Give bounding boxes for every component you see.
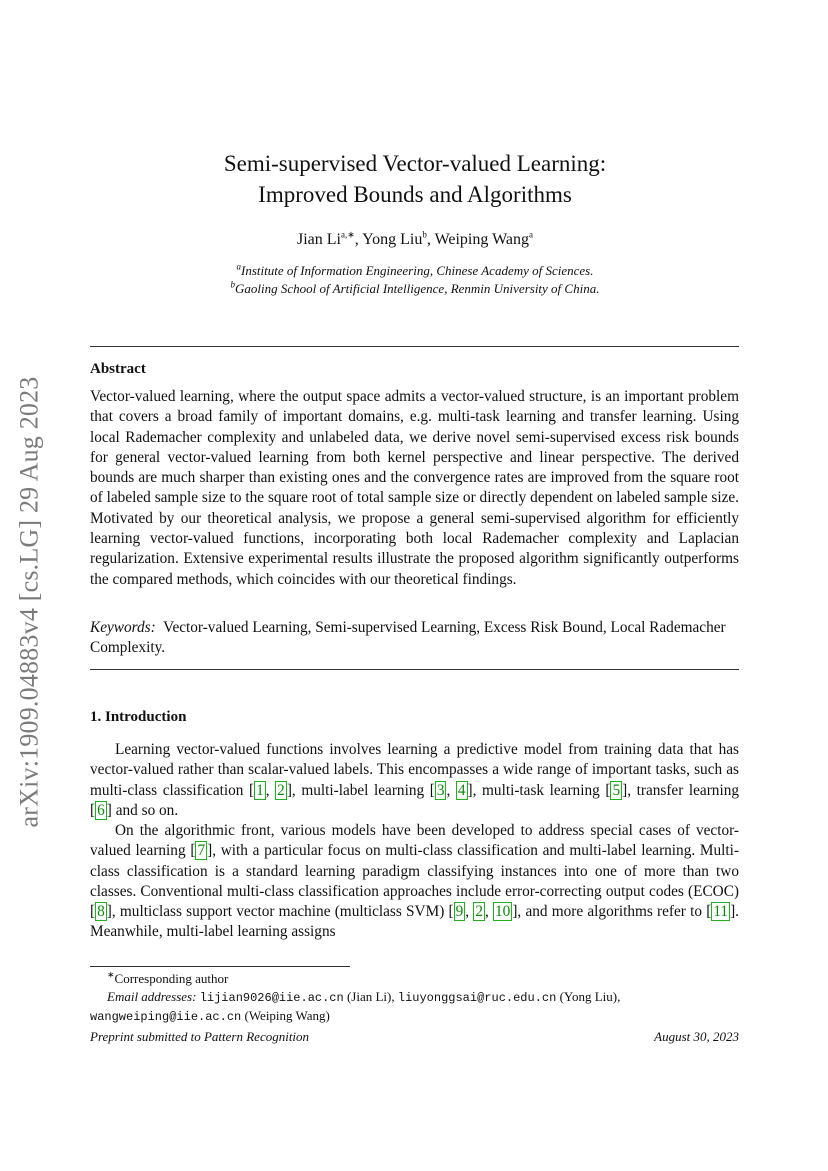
paper-title: [90, 148, 740, 210]
footer-left: Preprint submitted to Pattern Recognition: [90, 1029, 310, 1044]
footnote-emails-cont: wangweiping@iie.ac.cn (Weiping Wang): [90, 1008, 330, 1024]
keywords-label: Keywords:: [90, 619, 156, 636]
keywords-text: Vector-valued Learning, Semi-supervised Learning, Excess Risk Bound, Local Rademacher Complexity.: [90, 619, 726, 657]
footnote: [90, 970, 739, 1027]
footer-right: August 30, 2023: [654, 1029, 739, 1044]
affiliation-item: $^a$Institute of Information Engineering, Chinese Academy of Sciences.: [236, 261, 594, 278]
abstract-heading: Abstract: [90, 361, 146, 377]
abstract-bottom-rule: [90, 669, 739, 670]
page-footer: [90, 1029, 739, 1045]
affiliation-item: $^b$Gaoling School of Artificial Intelligence, Renmin University of China.: [230, 279, 600, 296]
citation-link[interactable]: 3: [436, 781, 445, 799]
citation-link[interactable]: 5: [612, 781, 621, 799]
author-sup: b: [422, 229, 427, 240]
email-link[interactable]: wangweiping@iie.ac.cn: [90, 1010, 242, 1024]
author-name: Jian Li: [296, 231, 341, 248]
email-link[interactable]: liuyonggsai@ruc.edu.cn: [397, 990, 557, 1005]
email-link[interactable]: lijian9026@iie.ac.cn: [199, 990, 344, 1005]
citation-link[interactable]: 2: [277, 781, 285, 799]
author-name: Weiping Wang: [434, 231, 530, 248]
citation-link[interactable]: 10: [495, 903, 511, 921]
affiliations: [90, 262, 740, 298]
keywords: [90, 618, 739, 659]
abstract-top-rule: [90, 346, 739, 347]
footnote-emails: Email addresses: lijian9026@iie.ac.cn (Jian Li), liuyonggsai@ruc.edu.cn (Yong Liu),: [107, 988, 621, 1005]
citation-link[interactable]: 2: [475, 903, 483, 921]
footnote-corresponding: ∗Corresponding author: [107, 969, 229, 986]
citation-link[interactable]: 11: [713, 903, 729, 921]
citation-link[interactable]: 7: [197, 842, 206, 860]
intro-paragraph-2: On the algorithmic front, various models have been developed to address special cases of vector-valued learning [ 7 ], with a particular focus on multi-class classification and multi-label learning. Multi-class classification is a standard learning paradigm classifying instances into one of more than two classes. Conventional multi-class classification approaches include error-correcting output codes (ECOC) [ 8 ], multiclass support vector machine (multiclass SVM) [ 9 , 2 , 10 ], and more algorithms refer to [ 11 ]. Meanwhile, multi-label learning assigns: [90, 822, 739, 941]
citation-link[interactable]: 6: [97, 801, 105, 819]
title-line-2: Improved Bounds and Algorithms: [258, 182, 572, 207]
arxiv-stamp-text: arXiv:1909.04883v4 [cs.LG] 29 Aug 2023: [14, 376, 43, 828]
arxiv-stamp: [8, 352, 50, 852]
citation-link[interactable]: 8: [97, 903, 105, 921]
author-sup: a: [529, 229, 534, 240]
abstract-text: Vector-valued learning, where the output space admits a vector-valued structure, is an important problem that covers a broad family of important domains, e.g. multi-task learning and transfer learning. Using local Rademacher complexity and unlabeled data, we derive novel semi-supervised excess risk bounds for general vector-valued learning from both kernel perspective and linear perspective. The derived bounds are much sharper than existing ones and the convergence rates are improved from the square root of labeled sample size to the square root of total sample size or directly dependent on labeled sample size. Motivated by our theoretical analysis, we propose a general semi-supervised algorithm for efficiently learning vector-valued functions, incorporating both local Rademacher complexity and Laplacian regularization. Extensive experimental results illustrate the proposed algorithm significantly outperforms the compared methods, which coincides with our theoretical findings.: [90, 388, 739, 588]
citation-link[interactable]: 9: [455, 903, 464, 921]
author-list: Jian $Li^{a,∗}$, Yong Liu$^b$, Weiping Wang$^a$: [296, 229, 534, 248]
author-sup: a,∗: [340, 229, 355, 240]
footnote-rule: [90, 966, 350, 967]
title-line-1: Semi-supervised Vector-valued Learning:: [223, 151, 607, 176]
citation-link[interactable]: 1: [256, 781, 264, 799]
citation-link[interactable]: 4: [457, 781, 466, 799]
intro-paragraph-1: Learning vector-valued functions involves learning a predictive model from training data that has vector-valued rather than scalar-valued labels. This encompasses a wide range of important tasks, such as multi-class classification [ 1 , 2 ], multi-label learning [ 3 , 4 ], multi-task learning [ 5 ], transfer learning [ 6 ] and so on.: [90, 741, 739, 819]
section-heading: 1. Introduction: [90, 709, 187, 725]
author-name: Yong Liu: [362, 231, 423, 248]
